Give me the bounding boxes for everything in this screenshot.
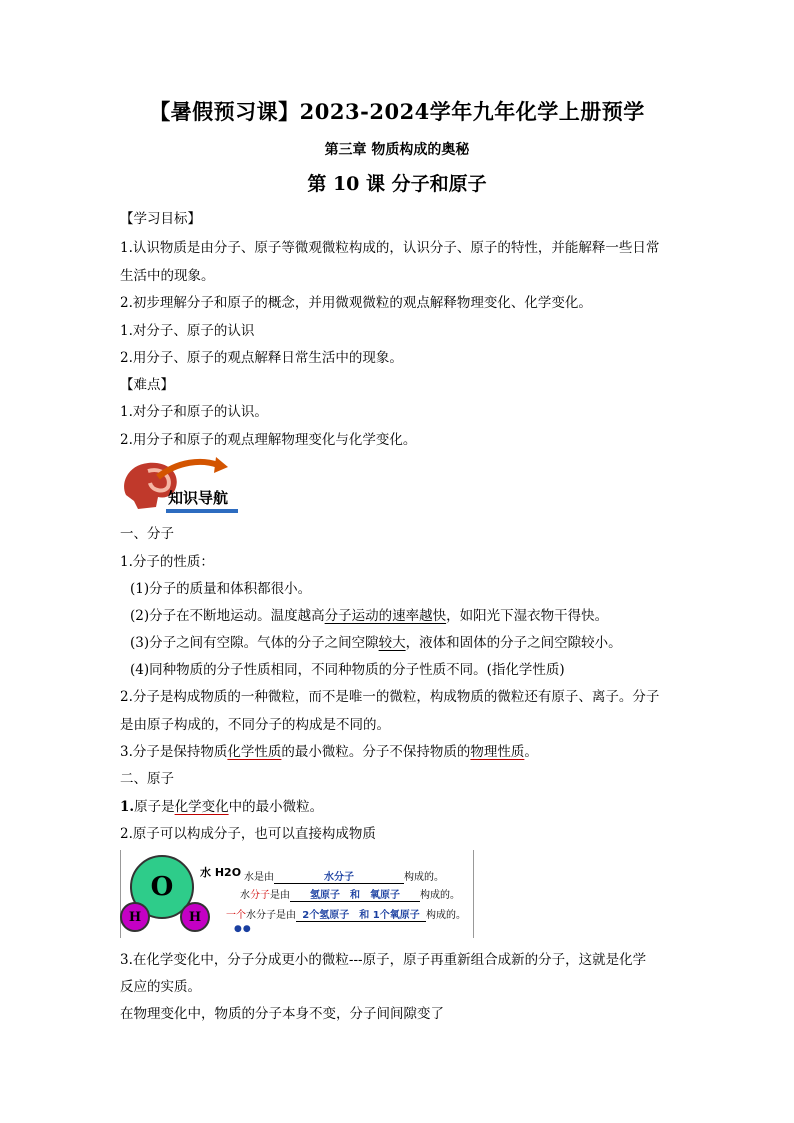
objective-line: 1.认识物质是由分子、原子等微观微粒构成的，认识分子、原子的特性，并能解释一些日常 [120,240,660,256]
property-title: 1.分子的性质： [120,554,214,570]
diagram-row-2: 水分子是由 氢原子 和 氧原子 构成的。 [240,886,460,902]
lesson-title: 第 10 课 分子和原子 [307,173,487,195]
difficulties-heading: 【难点】 [120,377,174,393]
atom-item-1: 1.原子是化学变化中的最小微粒。 [120,799,324,815]
chapter-title: 第三章 物质构成的奥秘 [324,142,470,158]
objective-line: 2.用分子、原子的观点解释日常生活中的现象。 [120,350,403,366]
knowledge-nav-logo [118,455,240,517]
conclusion-line-3: 在物理变化中，物质的分子本身不变，分子间间隙变了 [120,1006,444,1022]
objective-line: 1.对分子、原子的认识 [120,323,255,339]
atom-item-2: 2.原子可以构成分子，也可以直接构成物质 [120,826,376,842]
water-molecule-diagram [120,850,474,940]
section1-heading: 一、分子 [120,526,174,542]
hydrogen-atom: H [180,902,210,932]
oxygen-atom: O [130,855,194,919]
property-4: (4)同种物质的分子性质相同，不同种物质的分子性质不同。(指化学性质) [130,662,565,678]
objective-line: 生活中的现象。 [120,268,215,284]
property-1: (1)分子的质量和体积都很小。 [130,581,312,597]
difficulty-line: 2.用分子和原子的观点理解物理变化与化学变化。 [120,432,417,448]
objective-line: 2.初步理解分子和原子的概念，并用微观微粒的观点解释物理变化、化学变化。 [120,295,592,311]
property-2: (2)分子在不断地运动。温度越高分子运动的速率越快，如阳光下湿衣物干得快。 [130,608,609,624]
difficulty-line: 1.对分子和原子的认识。 [120,404,268,420]
hydrogen-atom: H [120,902,150,932]
diagram-row-1: 水是由 水分子 构成的。 [244,868,444,884]
molecule-item-3: 3.分子是保持物质化学性质的最小微粒。分子不保持物质的物理性质。 [120,744,538,760]
molecule-item-2-line2: 是由原子构成的，不同分子的构成是不同的。 [120,717,390,733]
document-title: 【暑假预习课】2023-2024学年九年化学上册预学 [149,99,645,124]
diagram-row-3: 一个水分子是由 2个氢原子 和 1个氧原子 构成的。 [226,906,466,922]
molecule-item-2-line1: 2.分子是构成物质的一种微粒，而不是唯一的微粒，构成物质的微粒还有原子、离子。分子 [120,689,660,705]
conclusion-line-1: 3.在化学变化中，分子分成更小的微粒---原子，原子再重新组合成新的分子，这就是化学 [120,952,647,968]
water-formula-label: 水 H2O [200,866,242,879]
section2-heading: 二、原子 [120,771,174,787]
property-3: (3)分子之间有空隙。气体的分子之间空隙较大，液体和固体的分子之间空隙较小。 [130,635,622,651]
logo-text: 知识导航 [168,489,229,507]
atom-dots: ●● [234,924,252,934]
objectives-heading: 【学习目标】 [120,211,201,227]
conclusion-line-2: 反应的实质。 [120,979,201,995]
